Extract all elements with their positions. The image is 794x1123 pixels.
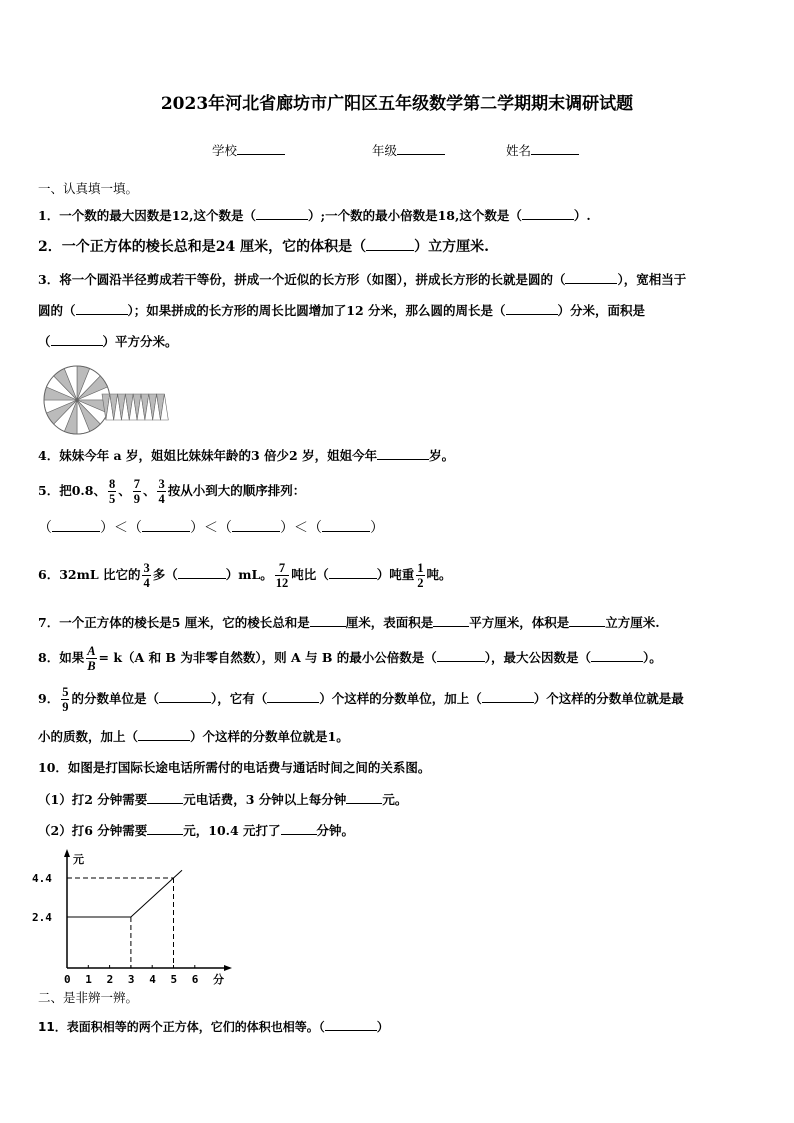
question-2 — [38, 238, 489, 255]
fraction-1-2 — [416, 561, 424, 590]
question-3-cont2 — [38, 333, 178, 350]
answer-blank[interactable] — [142, 519, 190, 532]
answer-blank[interactable] — [506, 302, 558, 315]
q8-text: ）。 — [643, 650, 662, 665]
q6-text: 吨。 — [426, 567, 452, 582]
question-9-cont — [38, 728, 349, 745]
q6-text: 吨比（ — [291, 567, 329, 582]
question-10-part-2 — [38, 822, 354, 839]
q9-text: ）个这样的分数单位就是最 — [533, 691, 684, 706]
grade-blank[interactable] — [397, 142, 445, 155]
fraction-7-12 — [275, 561, 290, 590]
x-axis-arrow — [224, 965, 232, 971]
phone-fee-chart — [30, 845, 250, 990]
q4-text: 4．妹妹今年 a 岁，姐姐比妹妹年龄的3 倍少2 岁，姐姐今年 — [38, 448, 378, 463]
fraction-8-5 — [108, 477, 116, 506]
numerator: 3 — [158, 477, 165, 491]
q5-text: 5．把0.8、 — [38, 483, 106, 498]
question-9 — [38, 682, 684, 716]
answer-blank[interactable] — [159, 690, 211, 703]
answer-blank[interactable] — [178, 566, 226, 579]
q11-text: ） — [376, 1020, 389, 1034]
denominator: B — [87, 659, 96, 673]
paren: ） — [370, 520, 384, 536]
numerator: 5 — [62, 685, 69, 699]
q10-text: 分钟。 — [316, 823, 355, 838]
page-title: 2023年河北省廊坊市广阳区五年级数学第二学期期末调研试题 — [160, 94, 634, 114]
numerator: A — [87, 644, 96, 658]
y-axis-arrow — [64, 849, 70, 857]
answer-blank[interactable] — [329, 566, 377, 579]
y-axis-label: 元 — [73, 853, 84, 866]
less-than: ＜ — [204, 520, 218, 536]
paren: （ — [218, 520, 232, 536]
less-than: ＜ — [294, 520, 308, 536]
x-tick-label: 3 — [127, 973, 135, 986]
x-tick-label: 5 — [170, 973, 178, 986]
q10-text: 元电话费，3 分钟以上每分钟 — [183, 792, 347, 807]
answer-blank[interactable] — [281, 822, 317, 835]
numerator: 7 — [275, 561, 290, 576]
answer-blank[interactable] — [591, 649, 643, 662]
q1-text: 1．一个数的最大因数是12,这个数是（ — [38, 208, 256, 223]
q2-text: 2．一个正方体的棱长总和是24 厘米，它的体积是（ — [38, 239, 367, 255]
answer-blank[interactable] — [76, 302, 128, 315]
section-1-heading: 一、认真填一填。 — [38, 181, 139, 196]
fraction-7-9 — [133, 477, 141, 506]
q10-text: 元，10.4 元打了 — [183, 823, 281, 838]
answer-blank[interactable] — [267, 690, 319, 703]
name-blank[interactable] — [531, 142, 579, 155]
question-10: 10．如图是打国际长途电话所需付的电话费与通话时间之间的关系图。 — [38, 760, 431, 775]
numerator: 8 — [108, 477, 116, 491]
q1-text: ）;一个数的最小倍数是18,这个数是（ — [307, 208, 522, 223]
q6-text: ）吨重 — [376, 567, 415, 582]
x-axis-label: 分 — [213, 973, 224, 986]
question-11 — [38, 1018, 389, 1035]
q7-text: 7．一个正方体的棱长是5 厘米，它的棱长总和是 — [38, 615, 310, 630]
numerator: 1 — [417, 561, 424, 575]
paren: （ — [308, 520, 322, 536]
q11-text: 11．表面积相等的两个正方体，它们的体积也相等。（ — [38, 1020, 325, 1034]
answer-blank[interactable] — [256, 207, 308, 220]
paren: （ — [38, 520, 52, 536]
answer-blank[interactable] — [147, 822, 183, 835]
grade-label: 年级 — [372, 143, 398, 158]
q6-text: ）mL。 — [225, 567, 273, 582]
q9-text: ）个这样的分数单位，加上（ — [319, 691, 482, 706]
name-label: 姓名 — [506, 143, 532, 158]
q10-text: （1）打2 分钟需要 — [38, 792, 148, 807]
q3-text: 圆的（ — [38, 303, 76, 318]
paren: ） — [190, 520, 204, 536]
y-tick-label: 4.4 — [32, 872, 52, 885]
paren: ） — [100, 520, 114, 536]
q9-text: 9． — [38, 691, 60, 706]
separator: 、 — [142, 483, 156, 498]
q3-text: ）平方分米。 — [102, 334, 178, 349]
school-label: 学校 — [212, 143, 238, 158]
answer-blank[interactable] — [482, 690, 534, 703]
fee-line — [67, 870, 182, 917]
x-tick-label: 6 — [191, 973, 199, 986]
name-field — [506, 141, 579, 159]
denominator: 5 — [108, 492, 116, 506]
answer-blank[interactable] — [565, 271, 617, 284]
answer-blank[interactable] — [377, 447, 429, 460]
answer-blank[interactable] — [52, 519, 100, 532]
answer-blank[interactable] — [346, 791, 382, 804]
numerator: 3 — [143, 561, 150, 575]
section-2-heading: 二、是非辨一辨。 — [38, 990, 139, 1005]
question-1 — [38, 207, 591, 224]
answer-blank[interactable] — [310, 614, 346, 627]
q8-text: 8．如果 — [38, 650, 85, 665]
denominator: 4 — [143, 576, 150, 590]
answer-blank[interactable] — [147, 791, 183, 804]
grade-field — [372, 141, 445, 159]
less-than: ＜ — [114, 520, 128, 536]
school-field — [212, 141, 285, 159]
paren: （ — [128, 520, 142, 536]
answer-blank[interactable] — [437, 649, 485, 662]
question-5 — [38, 474, 305, 508]
paren: ） — [280, 520, 294, 536]
x-tick-label: 2 — [106, 973, 114, 986]
y-tick-label: 2.4 — [32, 911, 52, 924]
question-8 — [38, 641, 662, 675]
separator: 、 — [118, 483, 131, 498]
q9-text: ）个这样的分数单位就是1。 — [190, 729, 349, 744]
denominator: 4 — [158, 492, 165, 506]
question-4 — [38, 447, 454, 464]
fraction-5-9 — [61, 685, 69, 714]
question-7 — [38, 614, 660, 631]
fraction-3-4 — [157, 477, 165, 506]
q6-text: 6．32mL 比它的 — [38, 567, 141, 582]
q3-text: （ — [38, 334, 51, 349]
question-10-part-1 — [38, 791, 407, 808]
question-3 — [38, 271, 686, 288]
question-6 — [38, 558, 452, 592]
answer-blank[interactable] — [51, 333, 103, 346]
q3-text: ）；如果拼成的长方形的周长比圆增加了12 分米，那么圆的周长是（ — [127, 303, 506, 318]
q3-text: ）分米，面积是 — [557, 303, 646, 318]
q7-text: 平方厘米，体积是 — [469, 615, 570, 630]
q4-text: 岁。 — [429, 448, 455, 463]
q3-text: 3．将一个圆沿半径剪成若干等份，拼成一个近似的长方形（如图），拼成长方形的长就是圆的（ — [38, 272, 566, 287]
answer-blank[interactable] — [569, 614, 605, 627]
q10-text: （2）打6 分钟需要 — [38, 823, 148, 838]
question-3-cont — [38, 302, 645, 319]
q1-text: ）. — [573, 208, 591, 223]
x-tick-label: 1 — [85, 973, 92, 986]
q3-text: ），宽相当于 — [617, 272, 687, 287]
denominator: 12 — [275, 576, 289, 590]
answer-blank[interactable] — [433, 614, 469, 627]
q7-text: 厘米，表面积是 — [345, 615, 434, 630]
answer-blank[interactable] — [366, 238, 414, 251]
q8-text: ），最大公因数是（ — [484, 650, 592, 665]
x-tick-label: 0 — [64, 973, 71, 986]
x-tick-label: 4 — [149, 973, 156, 986]
q10-text: 元。 — [382, 792, 408, 807]
fraction-a-b — [86, 644, 96, 673]
numerator: 7 — [133, 477, 140, 491]
q9-text: 的分数单位是（ — [71, 691, 159, 706]
answer-blank[interactable] — [232, 519, 280, 532]
q8-text: = k（A 和 B 为非零自然数），则 A 与 B 的最小公倍数是（ — [98, 650, 437, 665]
q9-text: ），它有（ — [210, 691, 268, 706]
q9-text: 小的质数，加上（ — [38, 729, 139, 744]
answer-blank[interactable] — [322, 519, 370, 532]
denominator: 9 — [62, 700, 69, 714]
answer-blank[interactable] — [522, 207, 574, 220]
answer-blank[interactable] — [138, 728, 190, 741]
denominator: 9 — [133, 492, 140, 506]
school-blank[interactable] — [237, 142, 285, 155]
circle-to-rectangle-figure — [40, 362, 170, 436]
answer-blank[interactable] — [325, 1018, 377, 1031]
fraction-3-4 — [142, 561, 150, 590]
q2-text: ）立方厘米. — [414, 239, 489, 255]
q6-text: 多（ — [152, 567, 178, 582]
q7-text: 立方厘米. — [605, 615, 660, 630]
denominator: 2 — [417, 576, 424, 590]
rectangle-strips — [102, 394, 168, 420]
question-5-order — [38, 519, 384, 536]
q5-text: 按从小到大的顺序排列： — [167, 483, 306, 498]
